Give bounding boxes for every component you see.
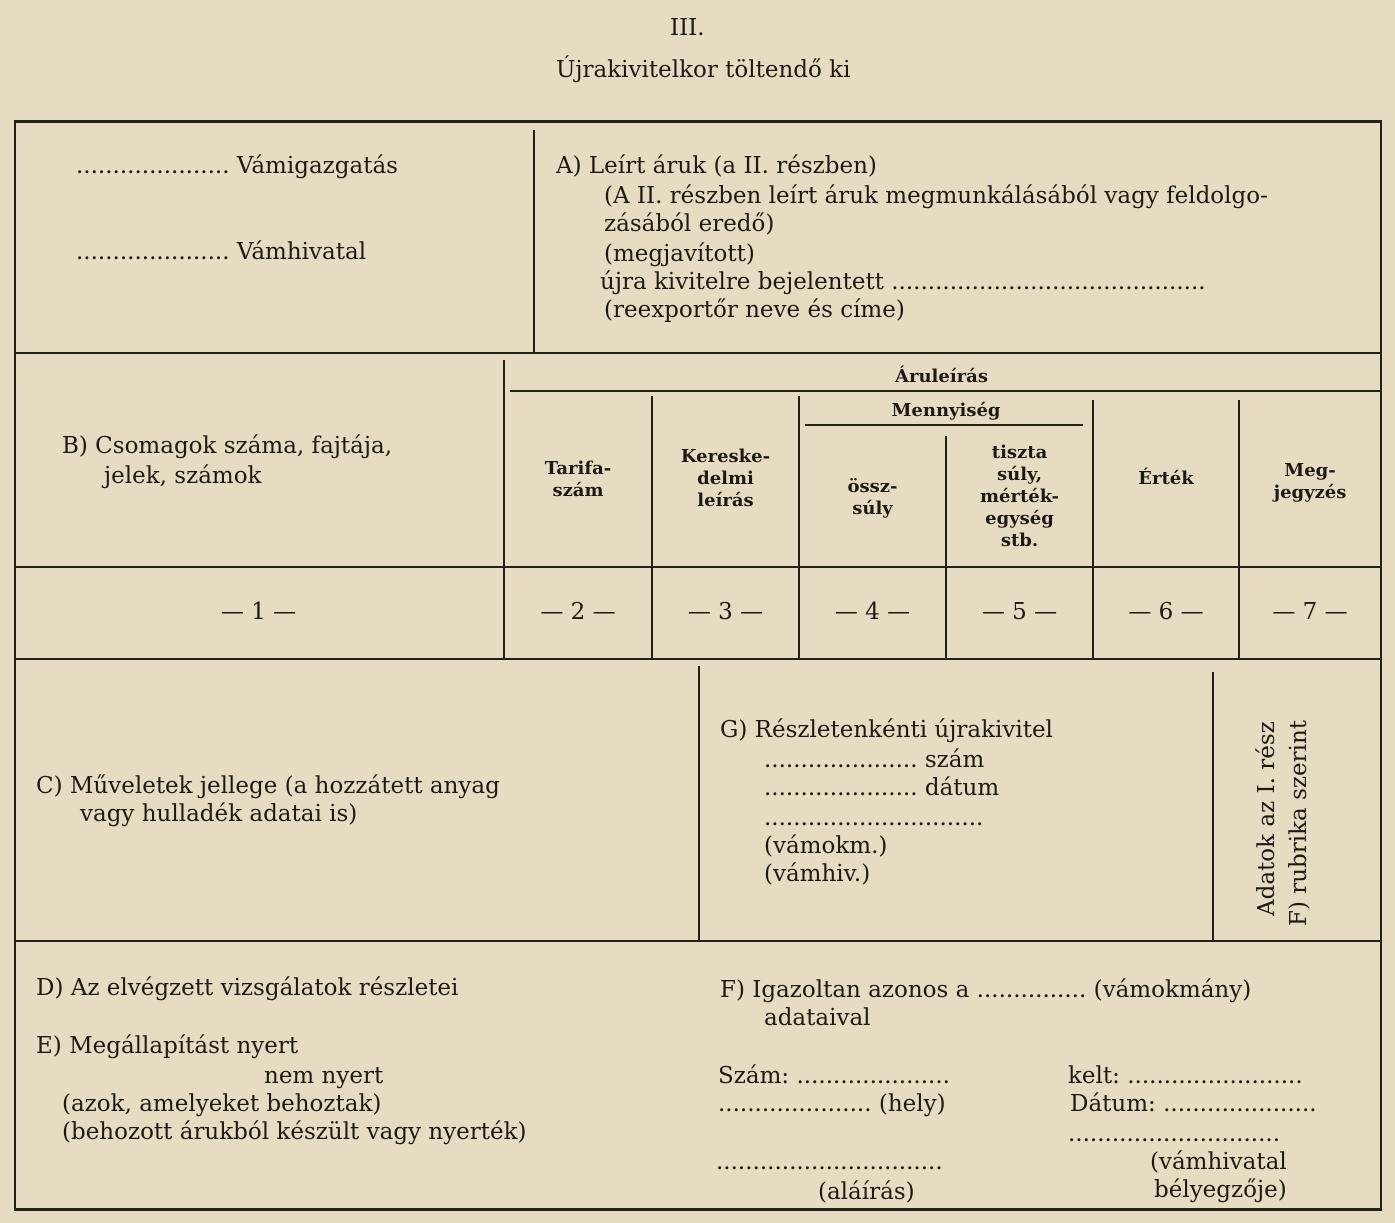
section-f-office-label: (vámhivatal bbox=[1150, 1149, 1287, 1175]
column-number-1: — 1 — bbox=[220, 599, 297, 625]
section-f-issued-field: kelt: ........................ bbox=[1068, 1063, 1303, 1089]
section-g-date-field: ..................... dátum bbox=[764, 775, 1000, 801]
g-side-divider bbox=[1212, 672, 1214, 940]
col-header-tiszta-3: mérték- bbox=[980, 486, 1059, 507]
section-g-office: (vámhiv.) bbox=[764, 861, 871, 887]
column-number-3: — 3 — bbox=[687, 599, 764, 625]
section-g-title: G) Részletenkénti újrakivitel bbox=[720, 717, 1053, 743]
row-divider-1 bbox=[14, 352, 1382, 354]
section-e-line4: (behozott árukból készült vagy nyerték) bbox=[62, 1119, 527, 1145]
col-header-tarifa-2: szám bbox=[552, 480, 604, 501]
section-d-title: D) Az elvégzett vizsgálatok részletei bbox=[36, 975, 459, 1001]
section-f-number-field: Szám: ..................... bbox=[718, 1063, 950, 1089]
col-header-megjegyzes-2: jegyzés bbox=[1273, 482, 1347, 503]
col-header-ossz-1: össz- bbox=[847, 476, 898, 497]
quantity-underline bbox=[805, 424, 1083, 426]
col-header-tiszta-5: stb. bbox=[1000, 530, 1039, 551]
section-c-line2: vagy hulladék adatai is) bbox=[80, 801, 358, 827]
section-a-line4: (megjavított) bbox=[604, 241, 755, 267]
section-g-number-field: ..................... szám bbox=[764, 747, 985, 773]
top-row-divider bbox=[533, 130, 535, 352]
col-header-kereskedelmi-3: leírás bbox=[697, 490, 754, 511]
side-note-line1: Adatok az I. rész bbox=[1254, 721, 1280, 916]
section-number: III. bbox=[670, 15, 705, 41]
customs-office-field: ..................... Vámhivatal bbox=[76, 239, 367, 265]
col-header-ossz-2: súly bbox=[852, 498, 893, 519]
section-f-date-field: Dátum: ..................... bbox=[1070, 1091, 1317, 1117]
col-header-tarifa-1: Tarifa- bbox=[544, 458, 612, 479]
frame-left bbox=[14, 120, 16, 1210]
col-header-tiszta-2: súly, bbox=[996, 464, 1043, 485]
section-e-line3: (azok, amelyeket behoztak) bbox=[62, 1091, 382, 1117]
frame-top bbox=[14, 120, 1382, 123]
frame-right bbox=[1380, 120, 1382, 1210]
customs-directorate-field: ..................... Vámigazgatás bbox=[76, 153, 398, 179]
section-f-place-field: ..................... (hely) bbox=[718, 1091, 946, 1117]
section-f-signature-dots: ............................... bbox=[716, 1149, 943, 1175]
section-g-document: (vámokm.) bbox=[764, 833, 888, 859]
row-divider-2 bbox=[14, 566, 1382, 568]
frame-bottom bbox=[14, 1208, 1382, 1211]
section-a-title: A) Leírt áruk (a II. részben) bbox=[556, 153, 877, 179]
goods-description-header: Áruleírás bbox=[895, 366, 988, 387]
col-header-kereskedelmi-2: delmi bbox=[697, 468, 754, 489]
section-a-line3: zásából eredő) bbox=[604, 211, 775, 237]
side-note-line2: F) rubrika szerint bbox=[1286, 719, 1312, 926]
section-f-signature-label: (aláírás) bbox=[818, 1179, 915, 1205]
column-number-6: — 6 — bbox=[1128, 599, 1204, 625]
column-number-4: — 4 — bbox=[834, 599, 911, 625]
section-g-dots: .............................. bbox=[764, 805, 984, 831]
column-number-5: — 5 — bbox=[981, 599, 1058, 625]
col-header-tiszta-1: tiszta bbox=[991, 442, 1048, 463]
section-a-line2: (A II. részben leírt áruk megmunkálásából vagy feldolgo- bbox=[604, 183, 1268, 209]
col-header-kereskedelmi-1: Kereske- bbox=[680, 446, 771, 467]
c-g-divider bbox=[698, 666, 700, 940]
section-a-line5: újra kivitelre bejelentett ........................................... bbox=[600, 269, 1206, 295]
section-b-line2: jelek, számok bbox=[104, 463, 262, 489]
section-b-title: B) Csomagok száma, fajtája, bbox=[62, 433, 393, 459]
section-f-dots: ............................. bbox=[1068, 1121, 1281, 1147]
column-number-2: — 2 — bbox=[540, 599, 616, 625]
col-header-tiszta-4: egység bbox=[985, 508, 1054, 529]
section-e-title: E) Megállapítást nyert bbox=[36, 1033, 299, 1059]
row-divider-4 bbox=[14, 940, 1382, 942]
col-header-megjegyzes-1: Meg- bbox=[1284, 460, 1336, 481]
column-number-7: — 7 — bbox=[1272, 599, 1348, 625]
section-a-line6: (reexportőr neve és címe) bbox=[604, 297, 905, 323]
goods-description-underline bbox=[510, 390, 1380, 392]
section-f-title: F) Igazoltan azonos a ............... (vámokmány) bbox=[720, 977, 1252, 1003]
section-f-stamp-label: bélyegzője) bbox=[1154, 1177, 1287, 1203]
page-subtitle: Újrakivitelkor töltendő ki bbox=[556, 57, 851, 83]
section-f-line2: adataival bbox=[764, 1005, 871, 1031]
section-e-not-found: nem nyert bbox=[264, 1063, 384, 1089]
col-header-ertek: Érték bbox=[1138, 468, 1194, 489]
quantity-header: Mennyiség bbox=[891, 400, 1001, 421]
row-divider-3 bbox=[14, 658, 1382, 660]
section-c-title: C) Műveletek jellege (a hozzátett anyag bbox=[36, 773, 500, 799]
